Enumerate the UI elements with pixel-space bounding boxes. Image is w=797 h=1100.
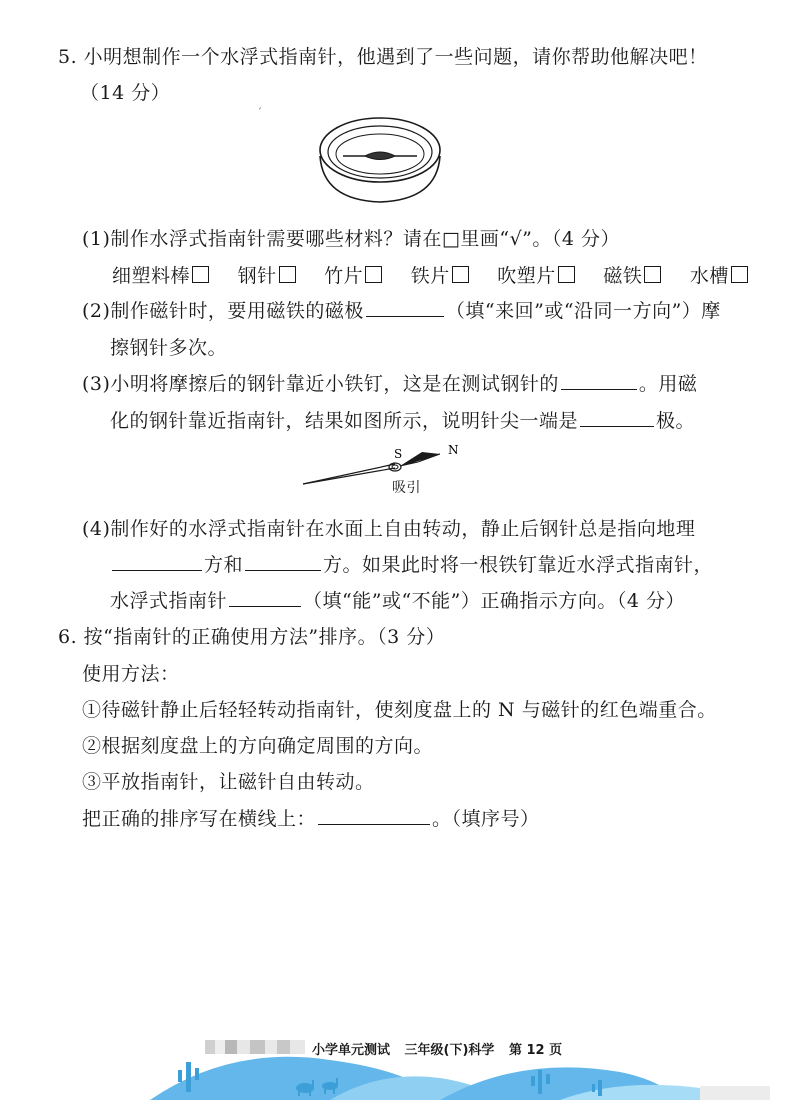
checkbox[interactable] (279, 266, 296, 283)
q6-title: 6. 按“指南针的正确使用方法”排序。（3 分） (58, 626, 446, 648)
label-n: N (448, 443, 459, 457)
page-footer (312, 1039, 572, 1058)
answer-blank[interactable] (318, 806, 430, 825)
answer-blank[interactable] (580, 408, 654, 427)
q5-part2-line2: 擦钢针多次。 (110, 337, 228, 359)
q5-title: 5. 小明想制作一个水浮式指南针，他遇到了一些问题，请你帮助他解决吧！ (58, 46, 708, 68)
q5-part4-line2: 方和 方。如果此时将一根铁钉靠近水浮式指南针， (110, 552, 713, 578)
checkbox[interactable] (558, 266, 575, 283)
q5-part1-question: (1)制作水浮式指南针需要哪些材料？请在□里画“√”。（4 分） (82, 228, 621, 250)
q5-points: （14 分） (80, 82, 171, 104)
q6-step-1: ①待磁针静止后轻轻转动指南针，使刻度盘上的 N 与磁针的红色端重合。 (82, 699, 717, 721)
q6-step-2: ②根据刻度盘上的方向确定周围的方向。 (82, 735, 434, 757)
answer-blank[interactable] (229, 588, 301, 607)
q5-material-list (112, 263, 748, 289)
figure-caption: 吸引 (392, 480, 421, 496)
label-s: S (394, 447, 403, 461)
q5-part4-line3: 水浮式指南针 （填“能”或“不能”）正确指示方向。（4 分） (110, 590, 685, 612)
answer-blank[interactable] (561, 371, 637, 390)
material-item[interactable]: 竹片 (324, 265, 382, 287)
checkbox[interactable] (192, 266, 209, 283)
checkbox[interactable] (644, 266, 661, 283)
stray-mark: ˊ (257, 108, 262, 119)
q6-step-3: ③平放指南针，让磁针自由转动。 (82, 771, 375, 793)
water-compass-illustration (315, 108, 445, 208)
material-item[interactable]: 钢针 (238, 265, 296, 287)
blurred-watermark (205, 1040, 305, 1054)
footer-page: 第 12 页 (508, 1043, 563, 1058)
q5-part3-line1: (3)小明将摩擦后的钢针靠近小铁钉，这是在测试钢针的 。用磁 (82, 373, 698, 395)
answer-blank[interactable] (112, 552, 202, 571)
q5-part4-line1: (4)制作好的水浮式指南针在水面上自由转动，静止后钢针总是指向地理 (82, 518, 696, 540)
material-item[interactable]: 水槽 (690, 265, 748, 287)
answer-blank[interactable] (245, 552, 321, 571)
checkbox[interactable] (365, 266, 382, 283)
q5-part3-line2: 化的钢针靠近指南针，结果如图所示，说明针尖一端是 极。 (110, 410, 696, 432)
needle-attraction-figure (300, 440, 470, 500)
q6-methods-label: 使用方法： (82, 663, 180, 685)
answer-blank[interactable] (366, 298, 444, 317)
material-item[interactable]: 磁铁 (603, 265, 661, 287)
footer-grade: 三年级(下)科学 (404, 1043, 495, 1058)
q5-part2-line1: (2)制作磁针时，要用磁铁的磁极 （填“来回”或“沿同一方向”）摩 (82, 300, 721, 322)
material-item[interactable]: 细塑料棒 (112, 265, 209, 287)
checkbox[interactable] (452, 266, 469, 283)
footer-series: 小学单元测试 (312, 1043, 391, 1058)
q6-answer-line: 把正确的排序写在横线上： 。（填序号） (82, 808, 540, 830)
material-item[interactable]: 吹塑片 (497, 265, 575, 287)
checkbox[interactable] (731, 266, 748, 283)
material-item[interactable]: 铁片 (411, 265, 469, 287)
